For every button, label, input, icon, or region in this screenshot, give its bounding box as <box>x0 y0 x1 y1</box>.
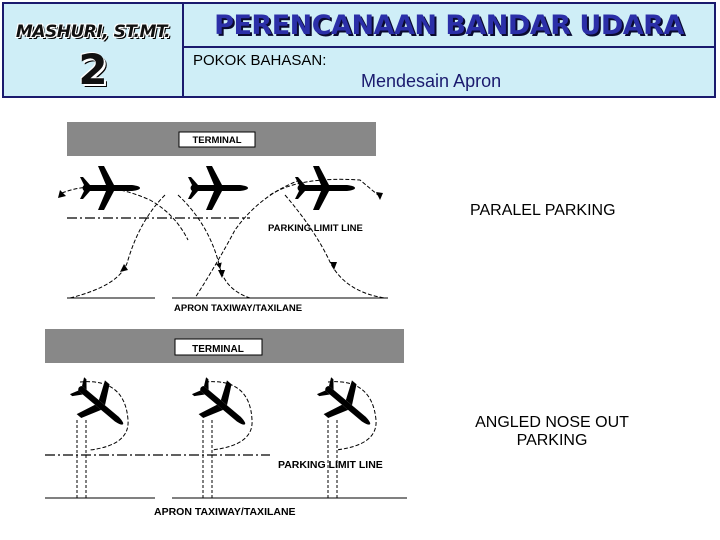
topic-value: Mendesain Apron <box>361 71 502 91</box>
limit-label-bottom: PARKING LIMIT LINE <box>278 459 383 471</box>
angled-nose-out-diagram <box>45 329 407 518</box>
limit-label-top: PARKING LIMIT LINE <box>268 223 363 234</box>
arrow-head <box>376 192 383 200</box>
taxiway-label-bottom: APRON TAXIWAY/TAXILANE <box>154 506 296 518</box>
angled-caption-line1: ANGLED NOSE OUT <box>475 414 629 431</box>
arrow-head <box>330 262 337 270</box>
terminal-label-bottom: TERMINAL <box>192 344 244 355</box>
maneuver-path <box>285 195 385 298</box>
page-title: PERENCANAAN BANDAR UDARA <box>214 10 684 41</box>
airplane-icon <box>185 369 259 441</box>
maneuver-path <box>178 195 250 298</box>
angled-parking-caption <box>462 414 642 450</box>
chapter-number: 2 <box>78 45 108 94</box>
arrow-head <box>218 270 225 278</box>
parallel-parking-diagram <box>58 122 388 314</box>
maneuver-path <box>70 195 165 298</box>
parallel-parking-caption: PARALEL PARKING <box>470 202 616 219</box>
arrow-head <box>120 264 128 272</box>
topic-label: POKOK BAHASAN: <box>193 52 327 69</box>
author-name: MASHURI, ST.MT. <box>15 22 171 42</box>
maneuver-path <box>195 180 300 298</box>
terminal-label-top: TERMINAL <box>192 135 242 146</box>
angled-caption-line2: PARKING <box>516 432 588 449</box>
maneuver-path <box>62 187 188 240</box>
airplane-icon <box>63 369 137 441</box>
airplane-icon <box>295 166 355 210</box>
taxiway-label-top: APRON TAXIWAY/TAXILANE <box>174 303 303 314</box>
airplane-icon <box>188 166 248 210</box>
arrow-head <box>58 190 66 198</box>
